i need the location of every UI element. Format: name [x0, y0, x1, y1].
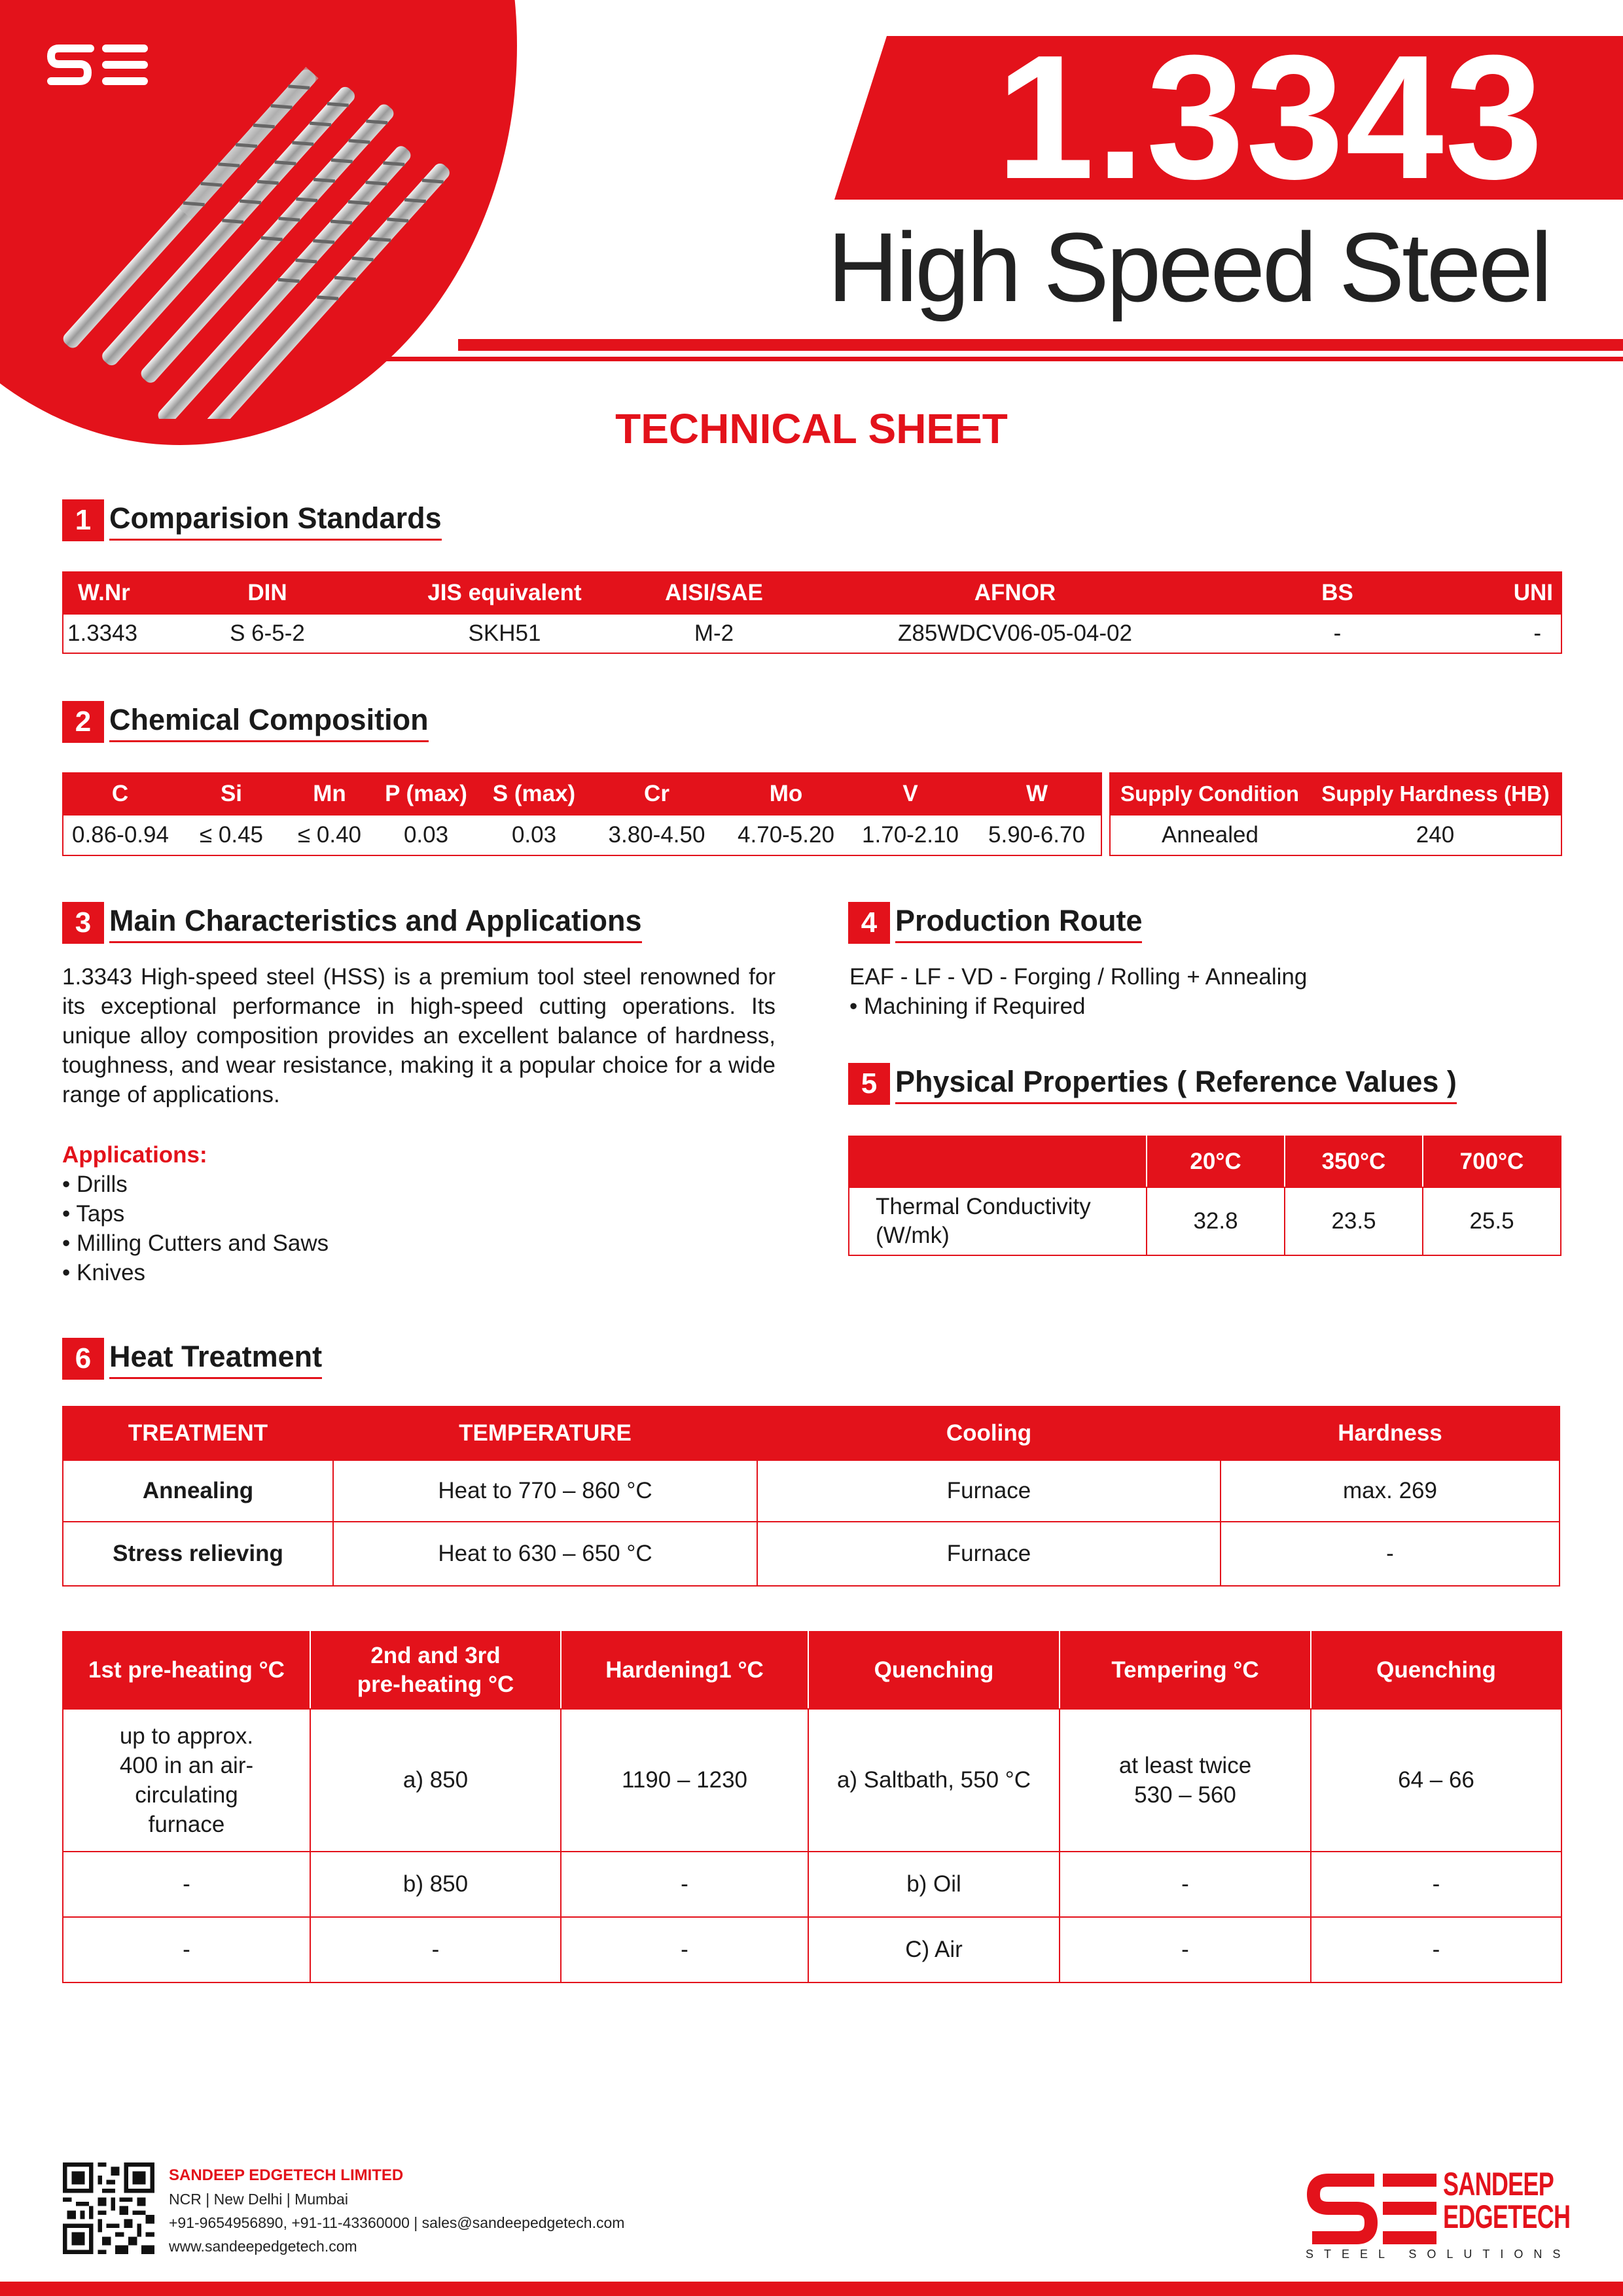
physical-properties-table: [848, 1136, 1561, 1256]
element-value: 0.03: [374, 815, 478, 855]
hardening-table: [62, 1631, 1562, 1983]
hd-cell: up to approx. 400 in an air-circulating furnace: [63, 1709, 310, 1852]
element-value: 0.03: [478, 815, 590, 855]
section-5-heading: [848, 1063, 1457, 1105]
section-4-heading: [848, 902, 1142, 944]
footer-red-bar: [0, 2282, 1623, 2296]
std-header: W.Nr: [63, 572, 161, 614]
supply-hardness: 240: [1310, 815, 1561, 855]
hd-header: 1st pre-heating °C: [63, 1632, 310, 1709]
section-2-heading: [62, 701, 429, 743]
ht-header: Cooling: [757, 1407, 1221, 1460]
hd-cell: -: [1311, 1917, 1561, 1982]
property-value: 23.5: [1285, 1187, 1423, 1255]
grade-number: 1.3343: [996, 19, 1544, 216]
temp-header: 700°C: [1423, 1136, 1561, 1187]
company-name: SANDEEP EDGETECH LIMITED: [169, 2166, 404, 2184]
ht-cell: Heat to 630 – 650 °C: [333, 1522, 757, 1586]
applications-list: [62, 1170, 329, 1287]
section-title: Production Route: [895, 903, 1142, 943]
element-value: ≤ 0.45: [177, 815, 285, 855]
element-value: 0.86-0.94: [63, 815, 177, 855]
list-item: • Drills: [62, 1170, 329, 1199]
company-info: [169, 2164, 624, 2258]
section-title: Physical Properties ( Reference Values ): [895, 1064, 1457, 1104]
hd-cell: 1190 – 1230: [561, 1709, 808, 1852]
ht-header: TREATMENT: [63, 1407, 333, 1460]
supply-header: Supply Hardness (HB): [1310, 773, 1561, 815]
std-value: 1.3343: [63, 614, 161, 653]
section-1-heading: [62, 499, 442, 541]
temp-header: 20°C: [1147, 1136, 1285, 1187]
company-contact[interactable]: +91-9654956890, +91-11-43360000 | sales@sandeepedgetech.com: [169, 2214, 625, 2231]
hd-header: Tempering °C: [1060, 1632, 1311, 1709]
property-label: Thermal Conductivity (W/mk): [849, 1187, 1147, 1255]
element-header: W: [972, 773, 1101, 815]
applications-label: Applications:: [62, 1142, 207, 1168]
list-item: • Milling Cutters and Saws: [62, 1229, 329, 1258]
hd-cell: -: [561, 1917, 808, 1982]
std-header: UNI: [1437, 572, 1561, 614]
std-header: DIN: [161, 572, 374, 614]
hd-cell: b) Oil: [808, 1852, 1060, 1917]
company-locations: NCR | New Delhi | Mumbai: [169, 2191, 348, 2208]
element-header: Mo: [724, 773, 848, 815]
element-value: 4.70-5.20: [724, 815, 848, 855]
standards-table: [62, 571, 1562, 654]
supply-table: [1109, 772, 1562, 856]
element-header: V: [848, 773, 972, 815]
header-rule-thick: [458, 339, 1623, 351]
temp-header: 350°C: [1285, 1136, 1423, 1187]
supply-condition: Annealed: [1110, 815, 1310, 855]
std-header: BS: [1238, 572, 1437, 614]
section-title: Comparision Standards: [109, 501, 442, 541]
list-item: • Knives: [62, 1258, 329, 1287]
std-value: -: [1238, 614, 1437, 653]
section-3-heading: [62, 902, 642, 944]
element-value: 5.90-6.70: [972, 815, 1101, 855]
header-rule-thin: [366, 357, 1623, 361]
property-value: 32.8: [1147, 1187, 1285, 1255]
hd-cell: -: [63, 1917, 310, 1982]
hd-cell: -: [310, 1917, 561, 1982]
hd-header: Hardening1 °C: [561, 1632, 808, 1709]
std-value: -: [1437, 614, 1561, 653]
hd-cell: a) Saltbath, 550 °C: [808, 1709, 1060, 1852]
element-header: Mn: [285, 773, 374, 815]
std-header: AFNOR: [793, 572, 1238, 614]
section-number: 1: [62, 499, 104, 541]
drill-bits-image: [59, 52, 478, 419]
section-number: 5: [848, 1063, 890, 1105]
std-value: Z85WDCV06-05-04-02: [793, 614, 1238, 653]
ht-cell: -: [1221, 1522, 1560, 1586]
heat-treatment-table: [62, 1406, 1560, 1587]
std-value: S 6-5-2: [161, 614, 374, 653]
list-item: • Machining if Required: [849, 992, 1086, 1021]
element-header: P (max): [374, 773, 478, 815]
section-number: 2: [62, 701, 104, 743]
ht-header: TEMPERATURE: [333, 1407, 757, 1460]
std-value: SKH51: [374, 614, 635, 653]
production-route-list: [849, 992, 1086, 1021]
ht-cell: max. 269: [1221, 1460, 1560, 1522]
hd-cell: b) 850: [310, 1852, 561, 1917]
std-header: JIS equivalent: [374, 572, 635, 614]
std-header: AISI/SAE: [635, 572, 793, 614]
section-number: 3: [62, 902, 104, 944]
brand-line1: SANDEEP: [1443, 2166, 1554, 2202]
temp-header: [849, 1136, 1147, 1187]
element-header: S (max): [478, 773, 590, 815]
hd-cell: a) 850: [310, 1709, 561, 1852]
section-number: 6: [62, 1338, 104, 1380]
hd-cell: -: [1311, 1852, 1561, 1917]
ht-cell: Heat to 770 – 860 °C: [333, 1460, 757, 1522]
element-value: 1.70-2.10: [848, 815, 972, 855]
section-title: Main Characteristics and Applications: [109, 903, 642, 943]
section-number: 4: [848, 902, 890, 944]
hd-cell: -: [561, 1852, 808, 1917]
brand-tagline: STEEL SOLUTIONS: [1306, 2248, 1571, 2261]
element-value: ≤ 0.40: [285, 815, 374, 855]
characteristics-paragraph: 1.3343 High-speed steel (HSS) is a premium tool steel renowned for its exceptional performance in high-speed cutting operations. Its unique alloy composition provides an excellent balance of hardness, toughness, and wear resistance, making it a popular choice for a wide range of applications.: [62, 964, 776, 1107]
se-brand-icon: [1306, 2170, 1443, 2255]
hd-header: Quenching: [808, 1632, 1060, 1709]
grade-name: High Speed Steel: [827, 212, 1550, 322]
ht-cell: Furnace: [757, 1522, 1221, 1586]
element-header: C: [63, 773, 177, 815]
hd-cell: -: [63, 1852, 310, 1917]
ht-cell: Stress relieving: [63, 1522, 333, 1586]
section-title: Chemical Composition: [109, 702, 429, 742]
qr-code-icon: [63, 2162, 154, 2254]
std-value: M-2: [635, 614, 793, 653]
sheet-title: TECHNICAL SHEET: [615, 405, 1008, 452]
hd-cell: -: [1060, 1852, 1311, 1917]
composition-table: [62, 772, 1102, 856]
ht-cell: Annealing: [63, 1460, 333, 1522]
hd-header: Quenching: [1311, 1632, 1561, 1709]
element-header: Si: [177, 773, 285, 815]
ht-cell: Furnace: [757, 1460, 1221, 1522]
hd-header: 2nd and 3rd pre-heating °C: [310, 1632, 561, 1709]
hd-cell: 64 – 66: [1311, 1709, 1561, 1852]
list-item: • Taps: [62, 1199, 329, 1229]
hd-cell: at least twice 530 – 560: [1060, 1709, 1311, 1852]
ht-header: Hardness: [1221, 1407, 1560, 1460]
production-route-line: EAF - LF - VD - Forging / Rolling + Annealing: [849, 964, 1308, 990]
supply-header: Supply Condition: [1110, 773, 1310, 815]
section-title: Heat Treatment: [109, 1339, 322, 1379]
company-website[interactable]: www.sandeepedgetech.com: [169, 2238, 357, 2255]
hd-cell: C) Air: [808, 1917, 1060, 1982]
hd-cell: -: [1060, 1917, 1311, 1982]
element-value: 3.80-4.50: [590, 815, 724, 855]
brand-line2: EDGETECH: [1443, 2198, 1571, 2235]
element-header: Cr: [590, 773, 724, 815]
section-6-heading: [62, 1338, 322, 1380]
property-value: 25.5: [1423, 1187, 1561, 1255]
